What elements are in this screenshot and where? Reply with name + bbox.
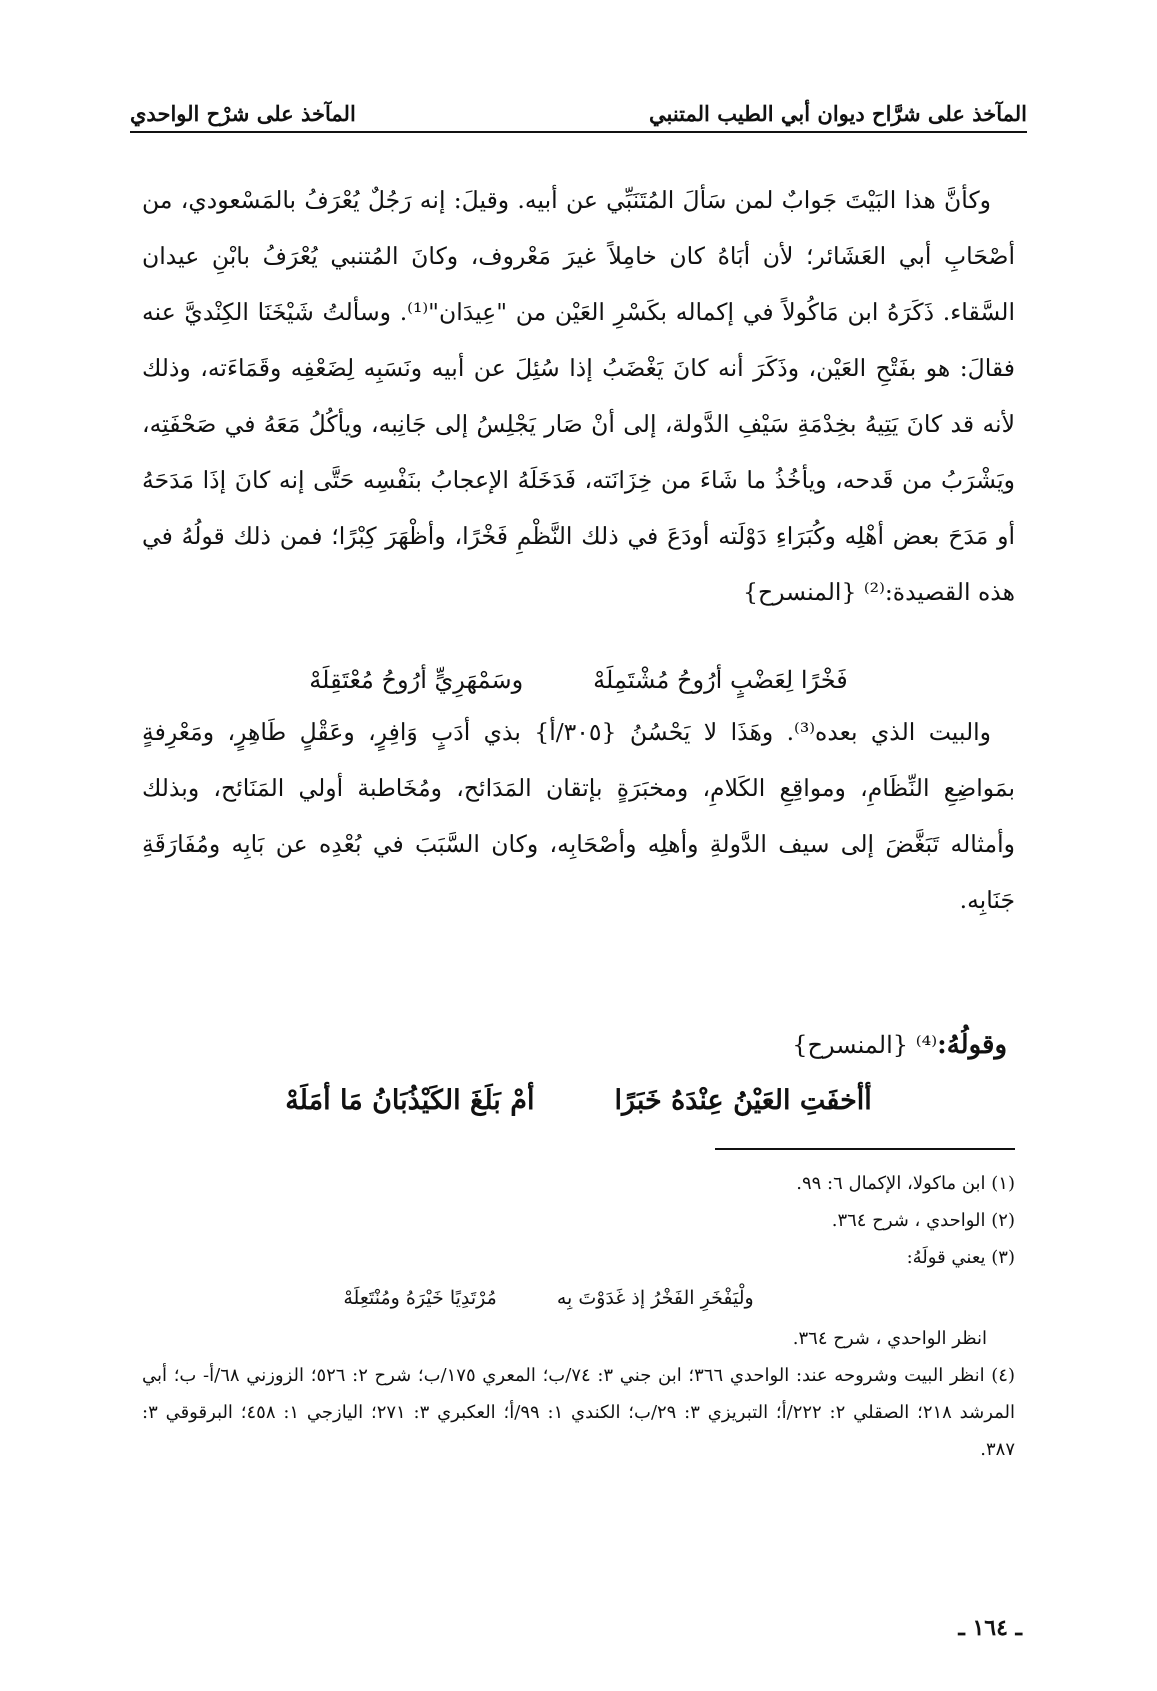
footnote-4: (٤) انظر البيت وشروحه عند: الواحدي ٣٦٦؛ ابن جني ٣: ٧٤/ب؛ المعري ١٧٥/ب؛ شرح ٢: ٥٢٦؛ الزوزني ٦٨/أ- ب؛ أبي المرشد ٢١٨؛ الصقلي ٢: ٢٢٢/أ؛ التبريزي ٣: ٢٩/ب؛ الكندي ١: ٩٩/أ؛ العكبري ٣: ٢٧١؛ اليازجي ١: ٤٥٨؛ البرقوقي ٣: ٣٨٧.: [142, 1365, 1016, 1460]
entry-heading: [142, 1025, 1007, 1065]
footnote-1: (١) ابن ماكولا، الإكمال ٦: ٩٩.: [796, 1173, 1015, 1194]
paragraph-1-text: وكأنَّ هذا البَيْتَ جَوابٌ لمن سَألَ المُتَنَبِّي عن أبيه. وقيلَ: إنه رَجُلٌ يُعْرَفُ بالمَسْعودي، من أصْحَابِ أبي العَشَائر؛ لأن أبَاهُ كان خامِلاً غيرَ مَعْروف، وكانَ المُتنبي يُعْرَفُ بابْنِ عيدان السَّقاء. ذَكَرَهُ ابن مَاكُولاً في إكماله بكَسْرِ العَيْن من "عِيدَان"⁽¹⁾. وسألتُ شَيْخَنَا الكِنْديَّ عنه فقالَ: هو بفَتْحِ العَيْن، وذَكَرَ أنه كانَ يَغْضَبُ إذا سُئِلَ عن أبيه ونَسَبِه لِضَعْفِه وقَمَاءَته، وذلك لأنه قد كانَ يَتِيهُ بخِدْمَةِ سَيْفِ الدَّولة، إلى أنْ صَار يَجْلِسُ إلى جَانِبه، ويأكُلُ مَعَهُ في صَحْفَتِه، ويَشْرَبُ من قَدحه، ويأخُذُ ما شَاءَ من خِزَانَته، فَدَخَلَهُ الإعجابُ بنَفْسِه حَتَّى إنه كانَ إذَا مَدَحَهُ أو مَدَحَ بعض أهْلِه وكُبَرَاءِ دَوْلَته أودَعَ في ذلك النَّظْمِ فَخْرًا، وأظْهَرَ كِبْرًا؛ فمن ذلك قولُهُ في هذه القصيدة:⁽²⁾: [142, 186, 1016, 606]
verse-1-second-hemistich: وسَمْهَرِيٍّ أرُوحُ مُعْتَقِلَهْ: [309, 666, 524, 694]
paragraph-1: [142, 172, 1015, 620]
paragraph-2: والبيت الذي بعده⁽³⁾. وهَذَا لا يَحْسُنُ {٣٠٥/أ} بذي أدَبٍ وَافِرٍ، وعَقْلٍ طَاهِرٍ، ومَعْرِفةٍ بمَواضِعِ النِّظَامِ، ومواقِعِ الكَلامِ، ومخبَرَةٍ بإتقان المَدَائح، ومُخَاطبة أولي المَنَائح، وبذلك وأمثاله تَبَغَّضَ إلى سيف الدَّولةِ وأهلِه وأصْحَابِه، وكان السَّبَبَ في بُعْدِه عن بَابِه ومُفَارَقَةِ جَنَابِه.: [142, 718, 1015, 914]
footnotes: [142, 1165, 1015, 1468]
verse-1-first-hemistich: فَخْرًا لِعَضْبٍ أرُوحُ مُشْتَمِلَهْ: [593, 666, 848, 694]
verse-2-second-hemistich: أمْ بَلَغَ الكَيْذُبَانُ مَا أمَلَهْ: [285, 1085, 535, 1116]
verse-1: [142, 652, 1015, 708]
footnote-3-verse-first-hemistich: ولْيَفْخَرِ الفَخْرُ إذ غَدَوْتَ بِه: [556, 1287, 754, 1309]
footnote-3-verse-second-hemistich: مُرْتَدِيًا خَيْرَهُ ومُنْتَعِلَهْ: [343, 1287, 497, 1309]
entry-keyword: وقولُهُ:: [937, 1030, 1007, 1060]
entry-meter: {المنسرح}: [792, 1031, 909, 1059]
page-number: ـ ١٦٤ ـ: [958, 1615, 1022, 1641]
verse-2-first-hemistich: أأخفَتِ العَيْنُ عِنْدَهُ خَبَرًا: [614, 1085, 872, 1116]
meter-label: {المنسرح}: [743, 578, 857, 606]
verse-2: [142, 1073, 1015, 1129]
header-rule: [130, 131, 1027, 133]
main-body: [142, 172, 1015, 620]
footnote-separator: [715, 1148, 1015, 1150]
chapter-title: المآخذ على شرْح الواحدي: [130, 101, 356, 126]
book-title: المآخذ على شرَّاح ديوان أبي الطيب المتنبي: [649, 101, 1027, 126]
footnote-2: (٢) الواحدي ، شرح ٣٦٤.: [831, 1210, 1015, 1231]
running-header: [130, 86, 1027, 126]
footnote-3-verse: [142, 1276, 1015, 1320]
footnote-3: (٣) يعني قولَهُ:: [906, 1247, 1015, 1268]
footnote-ref-4: ⁽⁴⁾: [915, 1031, 938, 1059]
footnote-3-reference: انظر الواحدي ، شرح ٣٦٤.: [792, 1328, 987, 1349]
